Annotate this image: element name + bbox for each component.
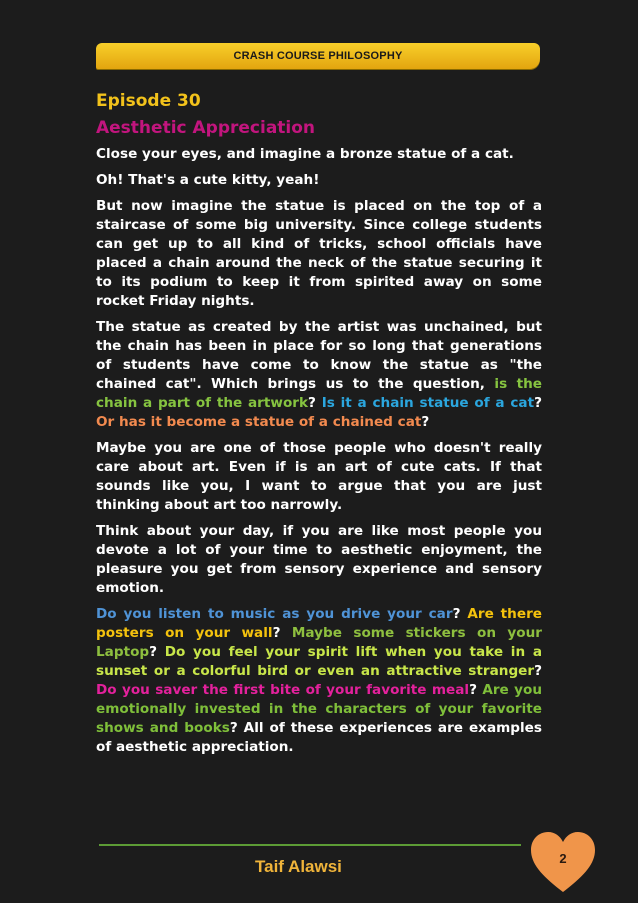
question-music: Do you listen to music as you drive your car bbox=[96, 606, 453, 622]
author-name: Taif Alawsi bbox=[255, 857, 342, 876]
paragraph-4-text: The statue as created by the artist was unchained, but the chain has been in place for so long that generations of students have come to know the statue as "the chained cat". Which brings us to the question, bbox=[96, 319, 542, 392]
question-chained-cat: Or has it become a statue of a chained cat bbox=[96, 414, 422, 430]
paragraph-1: Close your eyes, and imagine a bronze statue of a cat. bbox=[96, 146, 514, 162]
header-banner bbox=[96, 43, 540, 69]
question-meal: Do you saver the first bite of your favorite meal bbox=[96, 682, 470, 698]
question-posters: Are there posters on your wall bbox=[96, 606, 543, 641]
article-body bbox=[96, 90, 542, 764]
paragraph-3: But now imagine the statue is placed on the top of a staircase of some big university. Since college students can get up to all kind of tricks, school officials have placed a chain around the neck of the statue securing it to its podium to keep it from spirited away on some rocket Friday nights. bbox=[96, 198, 542, 309]
episode-heading: Episode 30 bbox=[96, 91, 201, 111]
paragraph-7-end: ? All of these experiences are examples of aesthetic appreciation. bbox=[96, 720, 542, 755]
question-shows: Are you emotionally invested in the characters of your favorite shows and bbox=[96, 682, 542, 736]
separator: ? bbox=[308, 395, 322, 411]
footer-divider bbox=[99, 844, 521, 846]
paragraph-5: Maybe you are one of those people who doesn't really care about art. Even if is an art of cute cats. If that sounds like you, I want to argue that you are just thinking about art too narrowly. bbox=[96, 440, 542, 513]
separator: ? bbox=[469, 682, 483, 698]
article-title: Aesthetic Appreciation bbox=[96, 118, 316, 138]
paragraph-4-end: ? bbox=[421, 414, 430, 430]
separator: ? bbox=[452, 606, 468, 622]
paragraph-4 bbox=[96, 318, 542, 432]
question-books: books bbox=[184, 720, 230, 736]
question-chain-part: is the chain a part of the artwork bbox=[96, 376, 542, 411]
separator: ? bbox=[272, 625, 292, 641]
header-banner-title: CRASH COURSE PHILOSOPHY bbox=[233, 50, 403, 62]
separator: ? bbox=[534, 395, 542, 411]
separator: ? bbox=[534, 663, 542, 679]
paragraph-2: Oh! That's a cute kitty, yeah! bbox=[96, 172, 320, 188]
question-sunset: Do you feel your spirit lift when you take in a sunset or a colorful bird or even an attractive stranger bbox=[96, 644, 542, 679]
question-chain-statue: Is it a chain statue of a cat bbox=[321, 395, 535, 411]
page-number: 2 bbox=[559, 851, 567, 866]
question-stickers: Maybe some stickers on your Laptop bbox=[96, 625, 542, 660]
separator: ? bbox=[149, 644, 165, 660]
paragraph-7 bbox=[96, 605, 542, 757]
paragraph-6: Think about your day, if you are like most people you devote a lot of your time to aesthetic enjoyment, the pleasure you get from sensory experience and sensory emotion. bbox=[96, 523, 542, 596]
